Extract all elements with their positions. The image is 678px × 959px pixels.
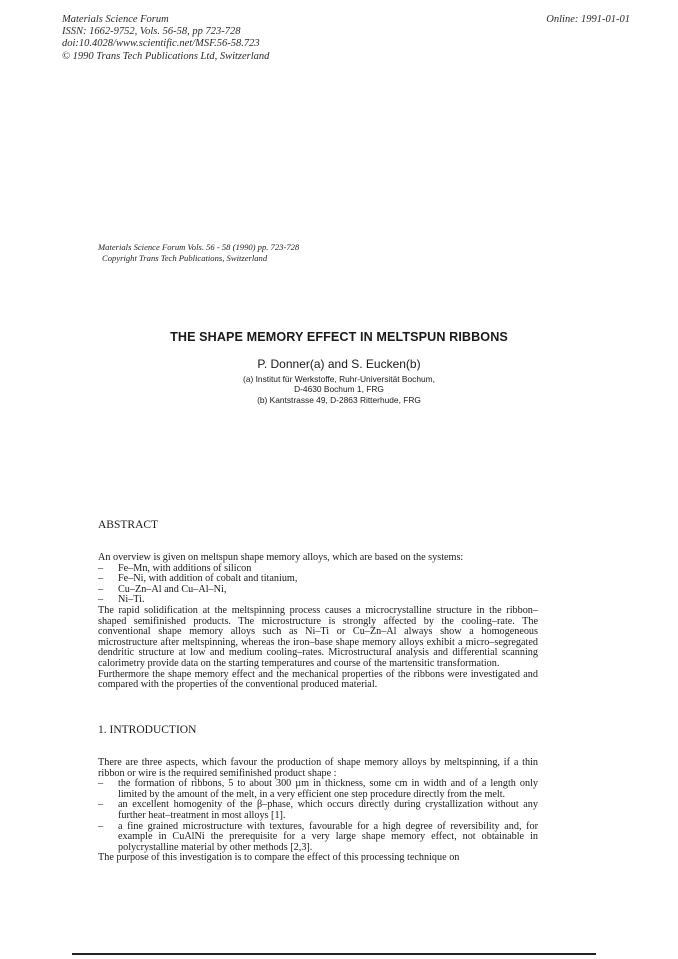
- paper-title: THE SHAPE MEMORY EFFECT IN MELTSPUN RIBBONS: [170, 330, 508, 344]
- introduction-body: [98, 758, 538, 864]
- paper-authors: P. Donner(a) and S. Eucken(b): [257, 357, 421, 371]
- aspect-item: – the formation of ribbons, 5 to about 300 µm in thickness, some cm in width and of a length only limited by the amount of the melt, in a very efficient one step procedure directly from the melt.: [98, 779, 538, 800]
- alloy-system-item: – Fe–Ni, with addition of cobalt and titanium,: [98, 574, 538, 585]
- header-doi: doi:10.4028/www.scientific.net/MSF.56-58.723: [62, 38, 260, 50]
- alloy-system-item: – Fe–Mn, with additions of silicon: [98, 564, 538, 575]
- journal-reference-volume: Materials Science Forum Vols. 56 - 58 (1990) pp. 723-728: [98, 242, 300, 252]
- footer-rule: [72, 953, 596, 955]
- author-affiliations: [0, 374, 678, 405]
- abstract-paragraph: The rapid solidification at the meltspinning process causes a microcrystalline structure in the ribbon–shaped semifinished products. The microstructure is strongly affected by the cooling–rate. The conventional shape memory alloys such as Ni–Ti or Cu–Zn–Al always show a homogeneous microstructure after meltspinning, whereas the iron–base shape memory alloys exhibit a micro–segregated dendritic structure at low and medium cooling–rates. Microstructural analysis and differential scanning calorimetry provide data on the starting temperatures and course of the martensitic transformation.: [98, 604, 538, 669]
- abstract-intro: An overview is given on meltspun shape memory alloys, which are based on the systems:: [98, 552, 464, 563]
- online-date: Online: 1991-01-01: [546, 14, 630, 25]
- introduction-intro: There are three aspects, which favour the production of shape memory alloys by meltspinning, if a thin ribbon or wire is the required semifinished product shape :: [98, 757, 538, 779]
- header-issn: ISSN: 1662-9752, Vols. 56-58, pp 723-728: [62, 26, 241, 38]
- abstract-heading: ABSTRACT: [98, 519, 159, 531]
- affiliation-line: D-4630 Bochum 1, FRG: [294, 384, 384, 395]
- journal-reference: [98, 242, 299, 263]
- abstract-body: [98, 553, 538, 691]
- journal-reference-copyright: Copyright Trans Tech Publications, Switzerland: [102, 252, 268, 263]
- alloy-system-item: – Cu–Zn–Al and Cu–Al–Ni,: [98, 585, 538, 596]
- introduction-closing: The purpose of this investigation is to compare the effect of this processing technique on: [98, 852, 460, 864]
- alloy-system-item: – Ni–Ti.: [98, 595, 538, 606]
- publication-header: [62, 14, 269, 63]
- introduction-heading: 1. INTRODUCTION: [98, 724, 197, 736]
- header-copyright: © 1990 Trans Tech Publications Ltd, Switzerland: [62, 50, 270, 62]
- affiliation-line: (a) Institut für Werkstoffe, Ruhr-Universität Bochum,: [243, 374, 435, 384]
- aspect-item: – a fine grained microstructure with textures, favourable for a high degree of reversibility and, for example in CuAlNi the prerequisite for a very large shape memory effect, not obtainable in polycrystalline material by other methods [2,3].: [98, 822, 538, 854]
- abstract-paragraph: Furthermore the shape memory effect and the mechanical properties of the ribbons were investigated and compared with the properties of the conventional produced material.: [98, 668, 538, 691]
- aspect-item: – an excellent homogenity of the β–phase, which occurs directly during crystallization without any further heat–treatment in most alloys [1].: [98, 800, 538, 821]
- header-journal: Materials Science Forum: [62, 14, 169, 25]
- affiliation-line: (b) Kantstrasse 49, D-2863 Ritterhude, FRG: [257, 394, 421, 405]
